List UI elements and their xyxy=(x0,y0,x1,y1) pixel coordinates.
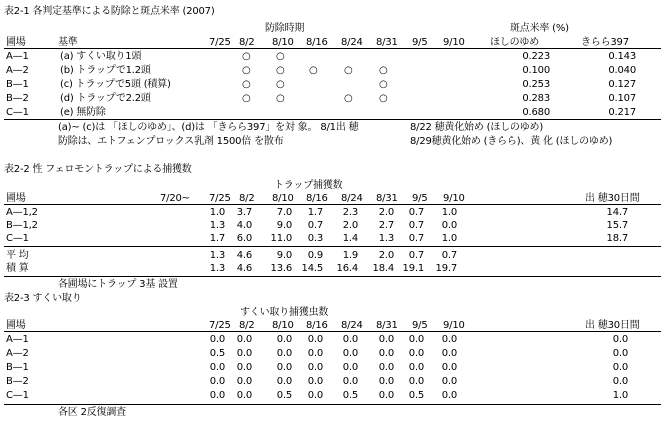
t3-cell: 0.0 xyxy=(307,348,323,359)
table3-date-6: 9/5 xyxy=(412,320,428,331)
table1-field: B—2 xyxy=(6,93,29,104)
t2-field: 積 算 xyxy=(6,263,29,274)
t2-cell: 0.7 xyxy=(408,207,424,218)
t2-cell: 9.0 xyxy=(276,250,292,261)
table1-note2: 防除は、エトフェンプロックス乳剤 1500倍 を散布 xyxy=(58,136,284,147)
t3-cell: 0.5 xyxy=(276,390,292,401)
t3-cell: 0.0 xyxy=(408,334,424,345)
table2-date-3: 8/16 xyxy=(306,193,328,204)
table3-col-field: 圃場 xyxy=(6,320,26,331)
t2-cell: 1.0 xyxy=(441,233,457,244)
table1-note2b: 8/29穂黄化始め (きらら)、黄 化 (ほしのゆめ) xyxy=(410,136,613,147)
t3-cell: 0.0 xyxy=(378,390,394,401)
t3-cell: 0.0 xyxy=(378,334,394,345)
mark-circle: ○ xyxy=(276,51,285,62)
table1-criteria: (d) トラップで2.2頭 xyxy=(60,93,151,104)
table2-date-7: 9/10 xyxy=(443,193,465,204)
table2-date-6: 9/5 xyxy=(412,193,428,204)
t2-cell: 4.6 xyxy=(236,250,252,261)
table2-date-2: 8/10 xyxy=(272,193,294,204)
mark-circle: ○ xyxy=(242,65,251,76)
table2-date-1: 8/2 xyxy=(239,193,255,204)
t3-cell: 0.5 xyxy=(408,390,424,401)
table1-kirara-value: 0.217 xyxy=(608,107,636,118)
table1-criteria: (c) トラップで5頭 (積算) xyxy=(60,79,171,90)
table3-date-2: 8/10 xyxy=(272,320,294,331)
table2-note: 各圃場にトラップ 3基 設置 xyxy=(58,279,178,290)
t2-cell: 11.0 xyxy=(270,233,292,244)
t3-total: 0.0 xyxy=(612,348,628,359)
t3-cell: 0.0 xyxy=(307,390,323,401)
table1-date-3: 8/16 xyxy=(306,37,328,48)
t3-cell: 0.0 xyxy=(209,362,225,373)
table1-col-kirara: きらら397 xyxy=(581,37,629,48)
table1-group-rate: 斑点米率 (%) xyxy=(510,23,569,34)
t3-field: B—2 xyxy=(6,376,29,387)
t3-cell: 0.0 xyxy=(307,376,323,387)
t3-cell: 0.0 xyxy=(408,348,424,359)
table2-date-0: 7/25 xyxy=(209,193,231,204)
t3-cell: 0.0 xyxy=(236,376,252,387)
table1-kirara-value: 0.107 xyxy=(608,93,636,104)
table1-hoshi-value: 0.283 xyxy=(522,93,550,104)
table1-hoshi-value: 0.680 xyxy=(522,107,550,118)
t3-total: 1.0 xyxy=(612,390,628,401)
table1-date-6: 9/5 xyxy=(412,37,428,48)
t2-cell: 7.0 xyxy=(276,207,292,218)
table3-header-rule xyxy=(4,331,661,332)
table2-title: 表2-2 性 フェロモントラップによる捕獲数 xyxy=(4,164,192,175)
table1-criteria: (b) トラップで1.2頭 xyxy=(60,65,151,76)
t2-cell: 0.7 xyxy=(408,220,424,231)
t2-cell: 6.0 xyxy=(236,233,252,244)
table2-mid-rule xyxy=(4,246,661,247)
mark-circle: ○ xyxy=(276,79,285,90)
table1-hoshi-value: 0.100 xyxy=(522,65,550,76)
t2-cell: 3.7 xyxy=(236,207,252,218)
table3-title: 表2-3 すくい取り xyxy=(4,293,82,304)
t2-cell: 0.9 xyxy=(307,250,323,261)
t3-total: 0.0 xyxy=(612,334,628,345)
table3-date-3: 8/16 xyxy=(306,320,328,331)
mark-circle: ○ xyxy=(379,79,388,90)
mark-circle: ○ xyxy=(242,93,251,104)
t3-cell: 0.0 xyxy=(209,390,225,401)
table2-start: 7/20~ xyxy=(160,193,190,204)
t3-cell: 0.0 xyxy=(236,348,252,359)
table1-kirara-value: 0.040 xyxy=(608,65,636,76)
table1-title: 表2-1 各判定基準による防除と斑点米率 (2007) xyxy=(4,6,215,17)
table1-hoshi-value: 0.223 xyxy=(522,51,550,62)
t2-cell: 1.3 xyxy=(209,263,225,274)
table1-bottom-rule xyxy=(4,119,661,120)
t2-cell: 18.4 xyxy=(372,263,394,274)
table1-col-field: 圃場 xyxy=(6,37,26,48)
t3-cell: 0.0 xyxy=(236,362,252,373)
t3-cell: 0.0 xyxy=(378,376,394,387)
t2-cell: 2.0 xyxy=(378,250,394,261)
t2-cell: 13.6 xyxy=(270,263,292,274)
t2-cell: 1.3 xyxy=(209,220,225,231)
t2-cell: 9.0 xyxy=(276,220,292,231)
t2-total: 18.7 xyxy=(606,233,628,244)
mark-circle: ○ xyxy=(344,93,353,104)
table2-group: トラップ捕獲数 xyxy=(274,180,343,191)
table1-header-rule xyxy=(4,48,661,49)
table2-col-field: 圃場 xyxy=(6,193,26,204)
t3-field: C—1 xyxy=(6,390,29,401)
t3-cell: 0.0 xyxy=(276,362,292,373)
t3-cell: 0.0 xyxy=(441,390,457,401)
t3-cell: 0.5 xyxy=(209,348,225,359)
t2-cell: 19.1 xyxy=(402,263,424,274)
table3-bottom-rule xyxy=(4,404,661,405)
t3-cell: 0.0 xyxy=(307,334,323,345)
t2-cell: 0.7 xyxy=(408,250,424,261)
t3-cell: 0.0 xyxy=(236,334,252,345)
t3-cell: 0.0 xyxy=(342,348,358,359)
table1-group-period: 防除時期 xyxy=(265,23,305,34)
table1-note1: (a)~ (c)は 「ほしのゆめ」、(d)は 「きらら397」を対 象。 8/1出 穂 xyxy=(58,122,359,133)
table1-hoshi-value: 0.253 xyxy=(522,79,550,90)
mark-circle: ○ xyxy=(344,65,353,76)
t3-cell: 0.0 xyxy=(276,334,292,345)
t2-cell: 1.7 xyxy=(209,233,225,244)
t3-cell: 0.0 xyxy=(441,334,457,345)
table1-field: A—2 xyxy=(6,65,29,76)
table3-date-4: 8/24 xyxy=(341,320,363,331)
mark-circle: ○ xyxy=(276,93,285,104)
t2-cell: 16.4 xyxy=(336,263,358,274)
t2-cell: 0.7 xyxy=(408,233,424,244)
mark-circle: ○ xyxy=(309,65,318,76)
table3-col-total: 出 穂30日間 xyxy=(585,320,640,331)
t2-total: 14.7 xyxy=(606,207,628,218)
t2-cell: 0.7 xyxy=(441,250,457,261)
table1-date-2: 8/10 xyxy=(272,37,294,48)
t2-cell: 2.3 xyxy=(342,207,358,218)
t2-cell: 1.7 xyxy=(307,207,323,218)
t3-field: A—2 xyxy=(6,348,29,359)
t2-field: 平 均 xyxy=(6,250,29,261)
table3-date-1: 8/2 xyxy=(239,320,255,331)
table1-kirara-value: 0.143 xyxy=(608,51,636,62)
t3-cell: 0.0 xyxy=(209,376,225,387)
t3-cell: 0.0 xyxy=(441,348,457,359)
t2-cell: 0.7 xyxy=(307,220,323,231)
t3-cell: 0.0 xyxy=(342,376,358,387)
table1-note1b: 8/22 穂黄化始め (ほしのゆめ) xyxy=(410,122,544,133)
t3-cell: 0.0 xyxy=(408,376,424,387)
t2-cell: 4.0 xyxy=(236,220,252,231)
table2-col-total: 出 穂30日間 xyxy=(585,193,640,204)
t2-cell: 2.7 xyxy=(378,220,394,231)
t2-total: 15.7 xyxy=(606,220,628,231)
t2-cell: 14.5 xyxy=(301,263,323,274)
t3-cell: 0.5 xyxy=(342,390,358,401)
table1-date-5: 8/31 xyxy=(376,37,398,48)
t2-cell: 1.3 xyxy=(209,250,225,261)
t3-cell: 0.0 xyxy=(441,376,457,387)
table3-note: 各区 2反復調査 xyxy=(58,407,126,418)
t3-cell: 0.0 xyxy=(276,348,292,359)
t2-cell: 0.3 xyxy=(307,233,323,244)
table2-date-5: 8/31 xyxy=(376,193,398,204)
t2-field: C—1 xyxy=(6,233,29,244)
t2-cell: 1.0 xyxy=(209,207,225,218)
t2-cell: 19.7 xyxy=(435,263,457,274)
t3-cell: 0.0 xyxy=(378,362,394,373)
t3-cell: 0.0 xyxy=(236,390,252,401)
t2-cell: 2.0 xyxy=(378,207,394,218)
t3-cell: 0.0 xyxy=(441,362,457,373)
table1-criteria: (e) 無防除 xyxy=(60,107,106,118)
table1-kirara-value: 0.127 xyxy=(608,79,636,90)
mark-circle: ○ xyxy=(242,79,251,90)
table2-bottom-rule xyxy=(4,276,661,277)
table1-date-1: 8/2 xyxy=(239,37,255,48)
t2-cell: 0.0 xyxy=(441,220,457,231)
table3-date-0: 7/25 xyxy=(209,320,231,331)
table1-date-4: 8/24 xyxy=(341,37,363,48)
table1-field: A—1 xyxy=(6,51,29,62)
t2-cell: 1.0 xyxy=(441,207,457,218)
t3-cell: 0.0 xyxy=(378,348,394,359)
table1-date-0: 7/25 xyxy=(209,37,231,48)
mark-circle: ○ xyxy=(242,51,251,62)
t3-field: B—1 xyxy=(6,362,29,373)
mark-circle: ○ xyxy=(379,93,388,104)
t3-cell: 0.0 xyxy=(408,362,424,373)
t2-cell: 1.4 xyxy=(342,233,358,244)
table2-date-4: 8/24 xyxy=(341,193,363,204)
t2-field: A—1,2 xyxy=(6,207,38,218)
t3-cell: 0.0 xyxy=(276,376,292,387)
mark-circle: ○ xyxy=(379,65,388,76)
table3-group: すくい取り捕獲虫数 xyxy=(240,307,329,318)
table1-date-7: 9/10 xyxy=(443,37,465,48)
t2-cell: 1.9 xyxy=(342,250,358,261)
t3-total: 0.0 xyxy=(612,376,628,387)
t3-cell: 0.0 xyxy=(342,334,358,345)
table3-date-5: 8/31 xyxy=(376,320,398,331)
t2-cell: 4.6 xyxy=(236,263,252,274)
table1-field: C—1 xyxy=(6,107,29,118)
table1-criteria: (a) すくい取り1頭 xyxy=(60,51,142,62)
mark-circle: ○ xyxy=(276,65,285,76)
t3-cell: 0.0 xyxy=(342,362,358,373)
t2-field: B—1,2 xyxy=(6,220,38,231)
table3-date-7: 9/10 xyxy=(443,320,465,331)
table1-col-hoshi: ほしのゆめ xyxy=(490,37,539,48)
table1-col-criteria: 基準 xyxy=(58,37,78,48)
t3-total: 0.0 xyxy=(612,362,628,373)
table2-header-rule xyxy=(4,204,661,205)
table1-field: B—1 xyxy=(6,79,29,90)
t2-cell: 2.0 xyxy=(342,220,358,231)
t3-cell: 0.0 xyxy=(307,362,323,373)
t3-field: A—1 xyxy=(6,334,29,345)
t3-cell: 0.0 xyxy=(209,334,225,345)
t2-cell: 1.3 xyxy=(378,233,394,244)
